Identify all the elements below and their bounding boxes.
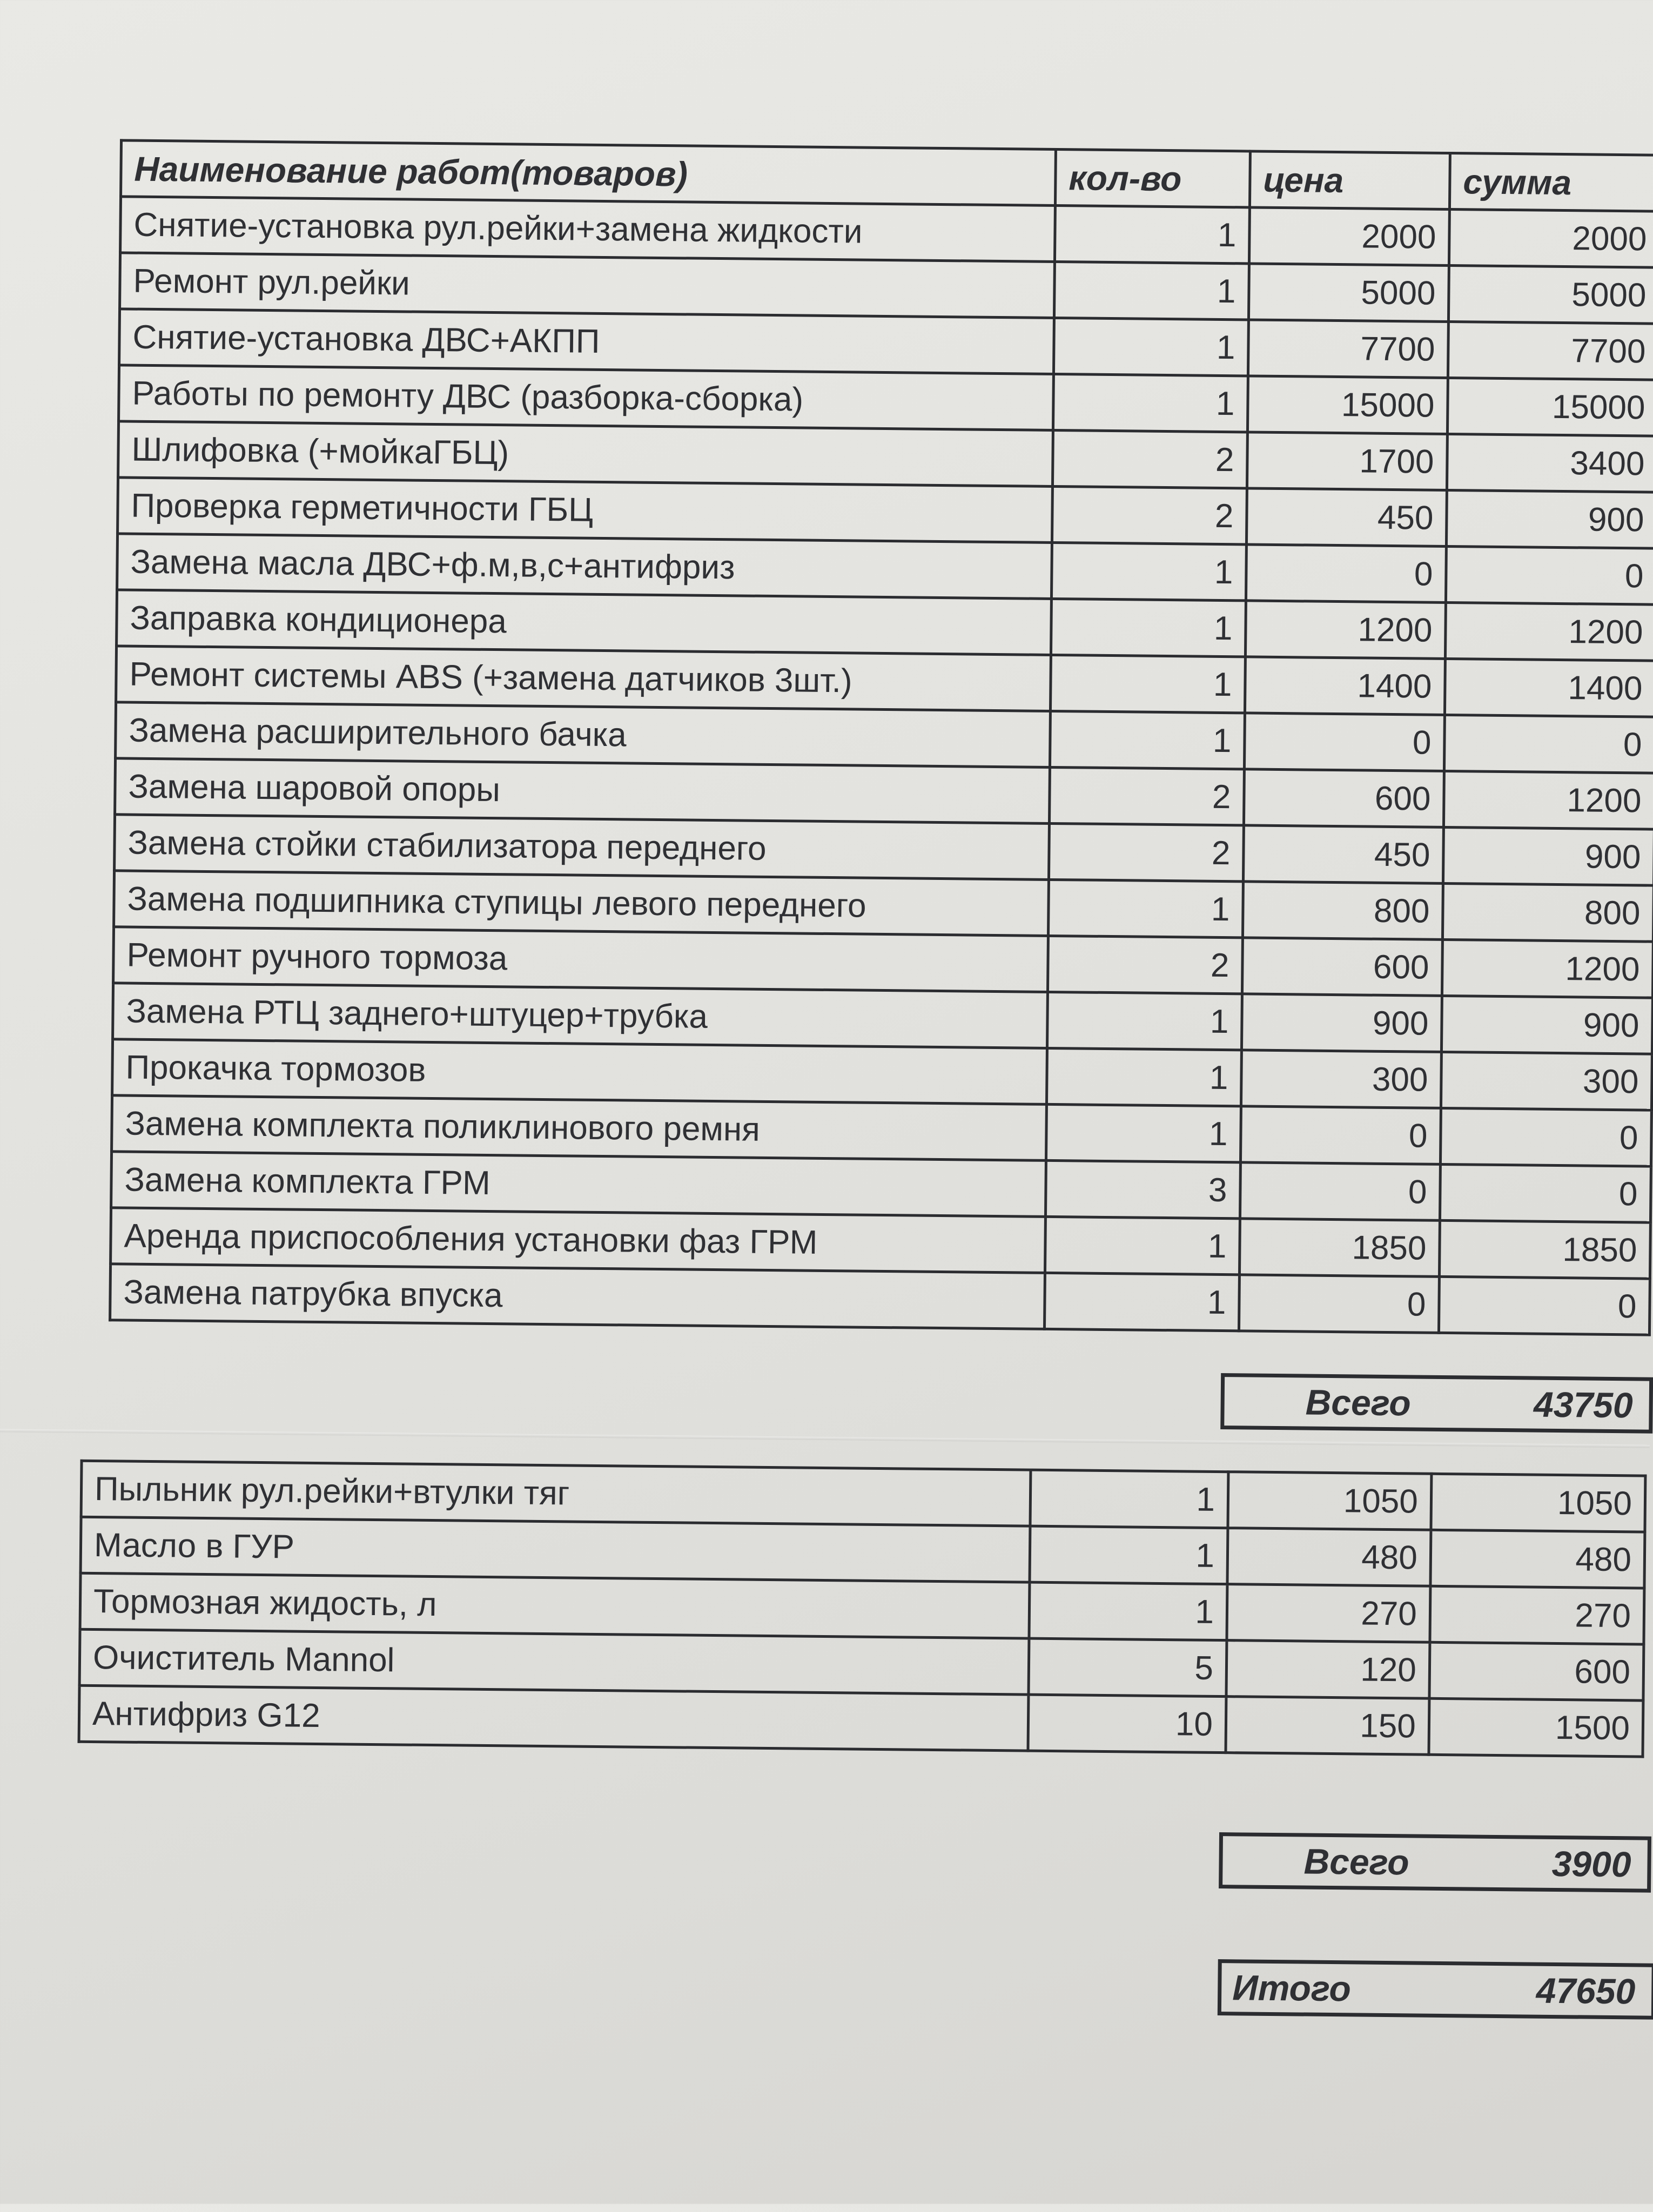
cell-sum: 900 xyxy=(1443,827,1653,885)
cell-name: Проверка герметичности ГБЦ xyxy=(118,478,1053,543)
cell-qty: 1 xyxy=(1050,655,1245,712)
cell-price: 0 xyxy=(1239,1275,1439,1333)
cell-sum: 0 xyxy=(1440,1108,1651,1166)
cell-qty: 2 xyxy=(1049,767,1244,825)
cell-price: 1200 xyxy=(1245,601,1446,659)
cell-qty: 1 xyxy=(1051,599,1246,656)
cell-sum: 300 xyxy=(1441,1052,1652,1110)
cell-name: Антифриз G12 xyxy=(79,1685,1029,1751)
cell-name: Замена комплекта ГРМ xyxy=(111,1152,1046,1217)
goods-total-value: 3900 xyxy=(1551,1843,1631,1885)
cell-qty: 1 xyxy=(1046,1048,1241,1106)
cell-name: Замена масла ДВС+ф.м,в,с+антифриз xyxy=(117,534,1052,599)
cell-price: 15000 xyxy=(1247,376,1448,434)
cell-qty: 1 xyxy=(1046,1104,1241,1162)
cell-name: Прокачка тормозов xyxy=(112,1039,1047,1105)
cell-qty: 1 xyxy=(1030,1470,1228,1528)
grand-total xyxy=(1218,1959,1653,2020)
cell-price: 150 xyxy=(1226,1697,1429,1755)
cell-name: Замена расширительного бачка xyxy=(116,702,1051,768)
goods-total xyxy=(1219,1832,1651,1893)
cell-price: 450 xyxy=(1246,488,1447,547)
cell-qty: 3 xyxy=(1045,1160,1240,1218)
grand-total-label: Итого xyxy=(1232,1967,1352,2009)
cell-name: Ремонт системы ABS (+замена датчиков 3шт.) xyxy=(116,646,1051,711)
cell-price: 7700 xyxy=(1248,320,1448,378)
goods-total-label: Всего xyxy=(1303,1841,1409,1882)
cell-sum: 1200 xyxy=(1445,602,1653,661)
cell-sum: 900 xyxy=(1441,996,1652,1054)
cell-price: 300 xyxy=(1241,1050,1441,1108)
cell-name: Аренда приспособления установки фаз ГРМ xyxy=(111,1208,1046,1273)
cell-sum: 5000 xyxy=(1448,265,1653,324)
cell-name: Заправка кондиционера xyxy=(117,590,1052,655)
cell-sum: 0 xyxy=(1444,715,1653,773)
cell-qty: 2 xyxy=(1047,936,1242,993)
works-table xyxy=(109,139,1653,1336)
cell-sum: 600 xyxy=(1429,1642,1644,1700)
cell-sum: 1850 xyxy=(1439,1220,1650,1279)
cell-sum: 1050 xyxy=(1431,1474,1645,1532)
cell-price: 900 xyxy=(1241,994,1442,1052)
cell-sum: 0 xyxy=(1446,546,1653,604)
cell-qty: 1 xyxy=(1045,1216,1240,1274)
cell-qty: 1 xyxy=(1053,318,1248,375)
cell-sum: 900 xyxy=(1446,490,1653,548)
cell-sum: 0 xyxy=(1439,1276,1650,1335)
paper-fold xyxy=(0,1429,1650,1448)
cell-price: 1400 xyxy=(1245,657,1445,715)
cell-qty: 1 xyxy=(1054,205,1249,263)
cell-sum: 7700 xyxy=(1448,321,1653,380)
cell-name: Работы по ремонту ДВС (разборка-сборка) xyxy=(119,365,1054,431)
cell-name: Пыльник рул.рейки+втулки тяг xyxy=(81,1461,1031,1526)
header-name: Наименование работ(товаров) xyxy=(121,140,1056,206)
cell-qty: 1 xyxy=(1030,1526,1228,1584)
cell-sum: 1500 xyxy=(1429,1698,1643,1757)
cell-sum: 15000 xyxy=(1447,378,1653,436)
cell-qty: 2 xyxy=(1052,486,1247,544)
cell-price: 600 xyxy=(1242,938,1442,996)
cell-name: Очиститель Mannol xyxy=(79,1629,1029,1695)
cell-qty: 1 xyxy=(1029,1582,1227,1640)
cell-qty: 5 xyxy=(1029,1638,1227,1697)
header-price: цена xyxy=(1249,151,1450,210)
goods-table xyxy=(78,1460,1647,1758)
cell-price: 600 xyxy=(1244,769,1444,828)
cell-qty: 1 xyxy=(1054,261,1249,319)
cell-sum: 270 xyxy=(1430,1586,1644,1644)
cell-name: Ремонт ручного тормоза xyxy=(113,927,1049,992)
cell-qty: 1 xyxy=(1053,374,1248,432)
cell-qty: 1 xyxy=(1051,542,1246,600)
grand-total-value: 47650 xyxy=(1536,1970,1636,2012)
cell-sum: 480 xyxy=(1430,1530,1645,1588)
cell-price: 0 xyxy=(1244,713,1444,771)
works-total xyxy=(1220,1373,1653,1434)
header-qty: кол-во xyxy=(1055,149,1250,207)
cell-sum: 0 xyxy=(1440,1164,1651,1222)
cell-name: Замена подшипника ступицы левого переднего xyxy=(114,871,1049,936)
cell-qty: 1 xyxy=(1047,992,1242,1050)
cell-sum: 2000 xyxy=(1449,209,1653,267)
cell-qty: 10 xyxy=(1028,1695,1226,1753)
cell-qty: 1 xyxy=(1048,879,1243,937)
cell-sum: 800 xyxy=(1442,883,1653,942)
cell-qty: 2 xyxy=(1049,823,1244,881)
cell-sum: 1200 xyxy=(1443,771,1653,829)
cell-name: Замена комплекта поликлинового ремня xyxy=(112,1095,1047,1161)
cell-name: Замена патрубка впуска xyxy=(110,1264,1045,1329)
cell-name: Замена стойки стабилизатора переднего xyxy=(115,815,1050,880)
cell-price: 2000 xyxy=(1249,207,1449,266)
cell-name: Ремонт рул.рейки xyxy=(120,253,1055,318)
cell-name: Снятие-установка ДВС+АКПП xyxy=(119,309,1054,374)
cell-price: 1050 xyxy=(1228,1472,1432,1530)
cell-price: 480 xyxy=(1227,1528,1431,1586)
works-total-label: Всего xyxy=(1305,1382,1412,1423)
cell-price: 0 xyxy=(1246,544,1446,603)
cell-price: 450 xyxy=(1243,825,1443,884)
cell-name: Тормозная жидость, л xyxy=(80,1573,1030,1638)
cell-price: 0 xyxy=(1240,1162,1440,1221)
cell-price: 0 xyxy=(1240,1106,1441,1165)
cell-name: Замена шаровой опоры xyxy=(115,758,1050,824)
cell-name: Замена РТЦ заднего+штуцер+трубка xyxy=(113,983,1048,1048)
works-total-value: 43750 xyxy=(1533,1384,1634,1426)
cell-price: 1850 xyxy=(1239,1219,1440,1277)
header-sum: сумма xyxy=(1449,153,1653,212)
cell-qty: 1 xyxy=(1044,1273,1239,1330)
cell-price: 270 xyxy=(1227,1584,1430,1643)
cell-qty: 1 xyxy=(1050,711,1245,769)
cell-qty: 2 xyxy=(1052,430,1247,488)
cell-price: 800 xyxy=(1242,882,1443,940)
cell-name: Масло в ГУР xyxy=(80,1517,1030,1582)
cell-price: 120 xyxy=(1226,1640,1430,1699)
cell-name: Снятие-установка рул.рейки+замена жидкости xyxy=(120,197,1056,262)
cell-sum: 1400 xyxy=(1444,658,1653,717)
cell-price: 1700 xyxy=(1247,432,1447,490)
cell-sum: 1200 xyxy=(1442,939,1653,998)
cell-price: 5000 xyxy=(1248,264,1449,322)
cell-name: Шлифовка (+мойкаГБЦ) xyxy=(118,421,1053,487)
cell-sum: 3400 xyxy=(1447,434,1653,492)
